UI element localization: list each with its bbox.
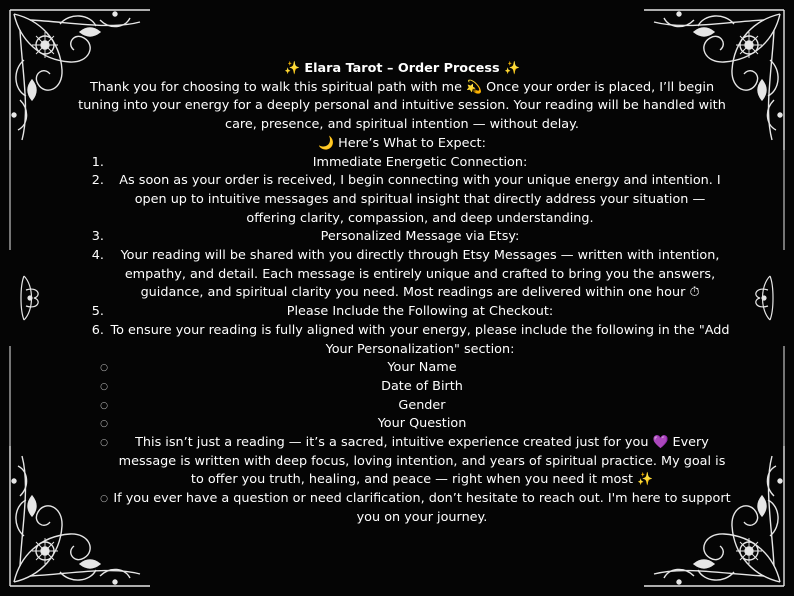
- bullet-text: If you ever have a question or need clarification, don’t hesitate to reach out. I'm here to support you on your journey.: [113, 491, 731, 525]
- step-text: Personalized Message via Etsy:: [320, 229, 520, 245]
- bullet-icon: ○: [100, 381, 108, 392]
- bullet-icon: ○: [100, 400, 108, 411]
- list-item: [72, 490, 732, 527]
- step-number: 4.: [91, 248, 104, 264]
- bullet-text: Your Question: [377, 416, 467, 432]
- step-text: As soon as your order is received, I begin connecting with your unique energy and intention. I open up to intuitive messages and spiritual insight that directly address your situation — offering clarity, compassion, and deep understanding.: [119, 173, 721, 226]
- bullet-text: Gender: [398, 397, 446, 413]
- list-item: [72, 303, 732, 322]
- step-text: Please Include the Following at Checkout:: [286, 304, 554, 320]
- list-item: [72, 415, 732, 434]
- step-text: Your reading will be shared with you directly through Etsy Messages — written with intention, empathy, and detail. Each message is entirely unique and crafted to bring you the answers, guidance, and spiritual clarity you need. Most readings are delivered within one hour ⏱: [120, 248, 720, 301]
- step-number: 3.: [91, 229, 104, 245]
- list-item: [72, 397, 732, 416]
- bullet-text: Your Name: [387, 360, 457, 376]
- bullet-icon: ○: [100, 494, 108, 505]
- intro-paragraph: Thank you for choosing to walk this spiritual path with me 💫 Once your order is placed, I’ll begin tuning into your energy for a deeply personal and intuitive session. Your reading will be handled with care, presence, and spiritual intention — without delay.: [78, 79, 726, 133]
- steps-list: [72, 154, 732, 360]
- list-item: [72, 359, 732, 378]
- step-number: 1.: [91, 154, 104, 170]
- bullet-icon: ○: [100, 438, 108, 449]
- step-text: Immediate Energetic Connection:: [312, 154, 528, 170]
- step-number: 2.: [91, 173, 104, 189]
- bullet-icon: ○: [100, 419, 108, 430]
- step-text: To ensure your reading is fully aligned with your energy, please include the following in the "Add Your Personalization" section:: [110, 322, 730, 357]
- bullet-text: This isn’t just a reading — it’s a sacred, intuitive experience created just for you 💜 Every message is written with deep focus, loving intention, and years of spiritual practice. My goal is to offer you truth, healing, and peace — right when you need it most ✨: [118, 435, 726, 488]
- expect-heading: 🌙 Here’s What to Expect:: [318, 135, 486, 151]
- list-item: [72, 172, 732, 228]
- list-item: [72, 228, 732, 247]
- order-process-content: [72, 60, 732, 528]
- checkout-details-list: [72, 359, 732, 527]
- step-number: 6.: [91, 322, 104, 338]
- bullet-text: Date of Birth: [381, 378, 463, 394]
- page-title: ✨ Elara Tarot – Order Process ✨: [284, 61, 520, 76]
- step-number: 5.: [91, 304, 104, 320]
- list-item: [72, 378, 732, 397]
- list-item: [72, 434, 732, 490]
- list-item: [72, 322, 732, 359]
- bullet-icon: ○: [100, 363, 108, 374]
- list-item: [72, 154, 732, 173]
- list-item: [72, 247, 732, 303]
